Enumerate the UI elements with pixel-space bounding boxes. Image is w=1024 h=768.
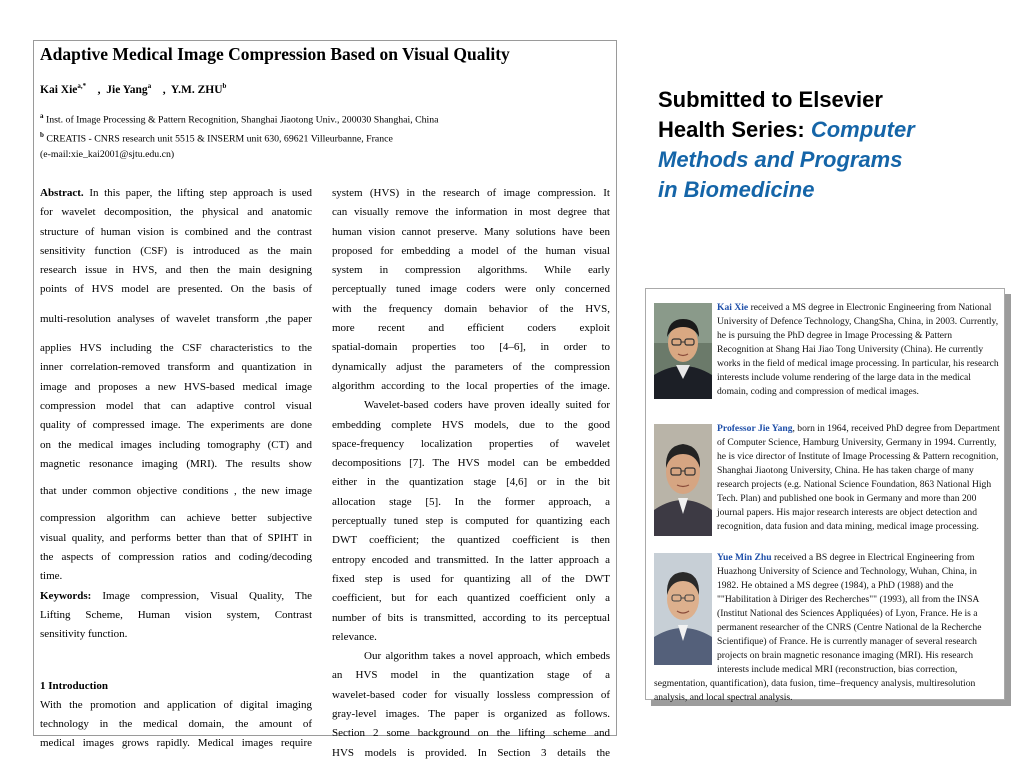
affiliation-a-text: Inst. of Image Processing & Pattern Recognition, Shanghai Jiaotong Univ., 200030 Shanghai, China <box>45 114 439 126</box>
paper-line: wavelet-based coder for visually lossless compression of <box>332 688 610 701</box>
author-1: Kai Xie <box>40 83 78 96</box>
paper-line: with the frequency domain behavior of the HVS, <box>332 302 610 315</box>
bio-text: received a BS degree in Electrical Engineering from Huazhong University of Science and Technology, Wuhan, China, in 1982. He obtained a MS degree (1984), a PhD (1988) and the ""Habilitation à Diriger des Recherches"" (1993), all from the INSA (Institut National des Sciences Appliquées) of Lyon, France. He is a permanent researcher of the CNRS (Centre National de la Recherche Scientifique) of France. He is currently manager of several research projects on brain magnetic resonance imaging (MRI). His research interests include medical MRI (reconstruction, bias correction, segmentation, quantification), data fusion, time–frequency analysis, multiresolution analysis, and local spectral analysis. <box>654 552 982 703</box>
author-sep: , <box>162 83 166 96</box>
portrait-jie-yang <box>654 424 712 536</box>
affiliation-b <box>40 131 393 144</box>
paper-line: human vision cannot preserve. Many solutions have been <box>332 225 610 238</box>
paper-line: compression model that can adaptive control visual <box>40 399 312 412</box>
paper-line: HVS models is provided. In Section 3 details the <box>332 746 610 759</box>
author-photo <box>654 553 712 665</box>
journal-name: Computer <box>810 117 915 142</box>
paper-line: compression algorithm can achieve better subjective <box>40 512 312 525</box>
author-photo <box>654 303 712 399</box>
paper-line: system (HVS) in the research of image compression. It <box>332 187 610 199</box>
bio-text: received a MS degree in Electronic Engineering from National University of Defence Technology, ChangSha, China, in 2003. Currently, he is pursuing the PhD degree in Image Processing & Pattern Recognition at Shang Hai Jiao Tong University (China). He currently works in the field of medical image processing. In particular, his research interests include volume rendering of the large data in the medical domain, coding and compression of medical images. <box>717 302 999 397</box>
paper-line: magnetic resonance imaging (MRI). The results show <box>40 457 312 470</box>
bio-yue-min-zhu <box>654 551 1000 705</box>
bio-jie-yang <box>654 422 1000 536</box>
paper-line: Abstract. In this paper, the lifting step approach is used <box>40 187 313 199</box>
portrait-yue-min-zhu <box>654 553 712 665</box>
paper-line: applies HVS including the CSF characteristics to the <box>40 342 312 355</box>
abstract-label: Abstract. <box>40 187 84 199</box>
paper-line: perceptually tuned image coders were only concerned <box>332 283 610 296</box>
paper-line: technology in the medical domain, the amount of <box>40 718 312 731</box>
bio-name: Kai Xie <box>717 302 749 313</box>
submission-title <box>658 85 978 205</box>
paper-line: DWT coefficient; the quantized coefficient is then <box>332 534 610 547</box>
keywords-label: Keywords: <box>40 589 92 602</box>
author-bios-card <box>645 288 1005 703</box>
left-column <box>40 184 312 754</box>
paper-line: algorithm according to the local properties of the image. <box>332 379 610 392</box>
paper-line: entropy encoded and transmitted. In the latter approach a <box>332 553 610 566</box>
paper-line: With the promotion and application of digital imaging <box>40 698 312 711</box>
paper-line: space-frequency localization properties of wavelet <box>332 437 610 450</box>
paper-line: Keywords: Image compression, Visual Quality, The <box>40 589 312 602</box>
paper-line: gray-level images. The paper is organized as follows. <box>332 708 610 721</box>
author-2: Jie Yang <box>106 83 148 96</box>
bio-text: , born in 1964, received PhD degree from Department of Computer Science, Hamburg University, Germany in 1994. Currently, he is vice director of Institute of Image Processing & Pattern recognition, Shanghai Jiaotong University, China. He has taken charge of many research projects (e.g. National Science Foundation, 863 National High Tech. Plan) and published one book in Germany and more than 200 journal papers. His major research interests are object detection and recognition, data fusion and data mining, medical image processing. <box>717 423 1000 532</box>
paper-line: quality of compressed image. The experiments are done <box>40 419 312 432</box>
author-2-sup: a <box>147 82 152 90</box>
paper-page <box>33 40 617 759</box>
author-sep: , <box>97 83 101 96</box>
paper-line: points of HVS model are presented. On the basis of <box>40 283 312 296</box>
paper-line: the aspects of compression ratios and coding/decoding <box>40 551 312 564</box>
paper-line: sensitivity function. <box>40 628 128 641</box>
paper-line: decompositions [7]. The HVS model can be embedded <box>332 457 610 470</box>
paper-line: for wavelet decomposition, the physical and anatomic <box>40 206 312 219</box>
paper-line: structure of human vision is combined and the contrast <box>40 225 312 238</box>
submission-line-3: Methods and Programs <box>658 147 903 172</box>
author-3: Y.M. ZHU <box>170 83 223 96</box>
bio-name: Yue Min Zhu <box>717 552 772 563</box>
paper-line: that under common objective conditions , the new image <box>40 485 312 498</box>
author-3-sup: b <box>222 82 227 90</box>
paper-line: time. <box>40 570 63 583</box>
affiliation-b-text: CREATIS - CNRS research unit 5515 & INSERM unit 630, 69621 Villeurbanne, France <box>46 133 393 145</box>
affiliation-a <box>40 112 439 125</box>
paper-line: research issue in HVS, and then the main designing <box>40 264 312 277</box>
submission-line-2 <box>658 115 978 145</box>
paper-line: either in the quantization stage [4,6] or in the bit <box>332 476 610 489</box>
paper-line: allocation stage [5]. In the former approach, a <box>332 495 610 508</box>
paper-line: multi-resolution analyses of wavelet transform ,the paper <box>40 312 312 325</box>
affiliation-b-mark: b <box>40 131 44 139</box>
right-column <box>332 184 610 763</box>
paper-line: embedding complete HVS models, due to the good <box>332 418 610 431</box>
bio-kai-xie <box>654 301 1000 399</box>
paper-line: visual quality, and performs better than that of SPIHT in <box>40 531 312 544</box>
paper-line: Our algorithm takes a novel approach, which embeds <box>364 650 610 663</box>
paper-line: perceptually tuned step is computed for quantizing each <box>332 515 610 528</box>
portrait-kai-xie <box>654 303 712 399</box>
paper-line: dynamically adjust the parameters of the compression <box>332 360 610 373</box>
author-1-sup: a,* <box>77 82 87 90</box>
paper-line: image and proposes a new HVS-based medical image <box>40 380 312 393</box>
paper-line: inner correlation-removed transform and quantization in <box>40 361 312 374</box>
paper-line: medical images grows rapidly. Medical images require <box>40 737 312 750</box>
affiliation-a-mark: a <box>40 112 44 120</box>
paper-line: proposed for embedding a model of the human visual <box>332 244 610 257</box>
paper-line: spatial-domain properties too [4–6], in order to <box>332 341 610 354</box>
paper-line: sensitivity function (CSF) is introduced as the main <box>40 244 312 257</box>
submission-line-1: Submitted to Elsevier <box>658 87 883 112</box>
paper-authors <box>40 82 226 96</box>
paper-line: an HVS model in the quantization stage of a <box>332 669 610 682</box>
paper-line: relevance. <box>332 630 377 643</box>
paper-line: coefficient, but for each quantized coefficient only a <box>332 592 610 605</box>
email: (e-mail:xie_kai2001@sjtu.edu.cn) <box>40 149 175 160</box>
paper-line: Lifting Scheme, Human vision system, Contrast <box>40 608 312 621</box>
paper-line: system in compression algorithms. While early <box>332 264 610 277</box>
intro-heading: 1 Introduction <box>40 679 108 692</box>
paper-line: on the medical images including tomography (CT) and <box>40 438 312 451</box>
bio-name: Professor Jie Yang <box>717 423 793 434</box>
paper-title: Adaptive Medical Image Compression Based on Visual Quality <box>40 44 510 64</box>
paper-line: Wavelet-based coders have proven ideally suited for <box>364 399 610 412</box>
submission-prefix: Health Series: <box>658 117 805 142</box>
submission-line-4: in Biomedicine <box>658 177 815 202</box>
paper-line: can visually remove the information in most degree that <box>332 206 610 219</box>
author-photo <box>654 424 712 536</box>
paper-line: number of bits is transmitted, according to its perceptual <box>332 611 610 624</box>
paper-line: fixed step is used for quantizing all of the DWT <box>332 572 610 585</box>
paper-line: Section 2 some background on the lifting scheme and <box>332 727 610 740</box>
paper-line: more recent and efficient coders exploit <box>332 322 610 335</box>
